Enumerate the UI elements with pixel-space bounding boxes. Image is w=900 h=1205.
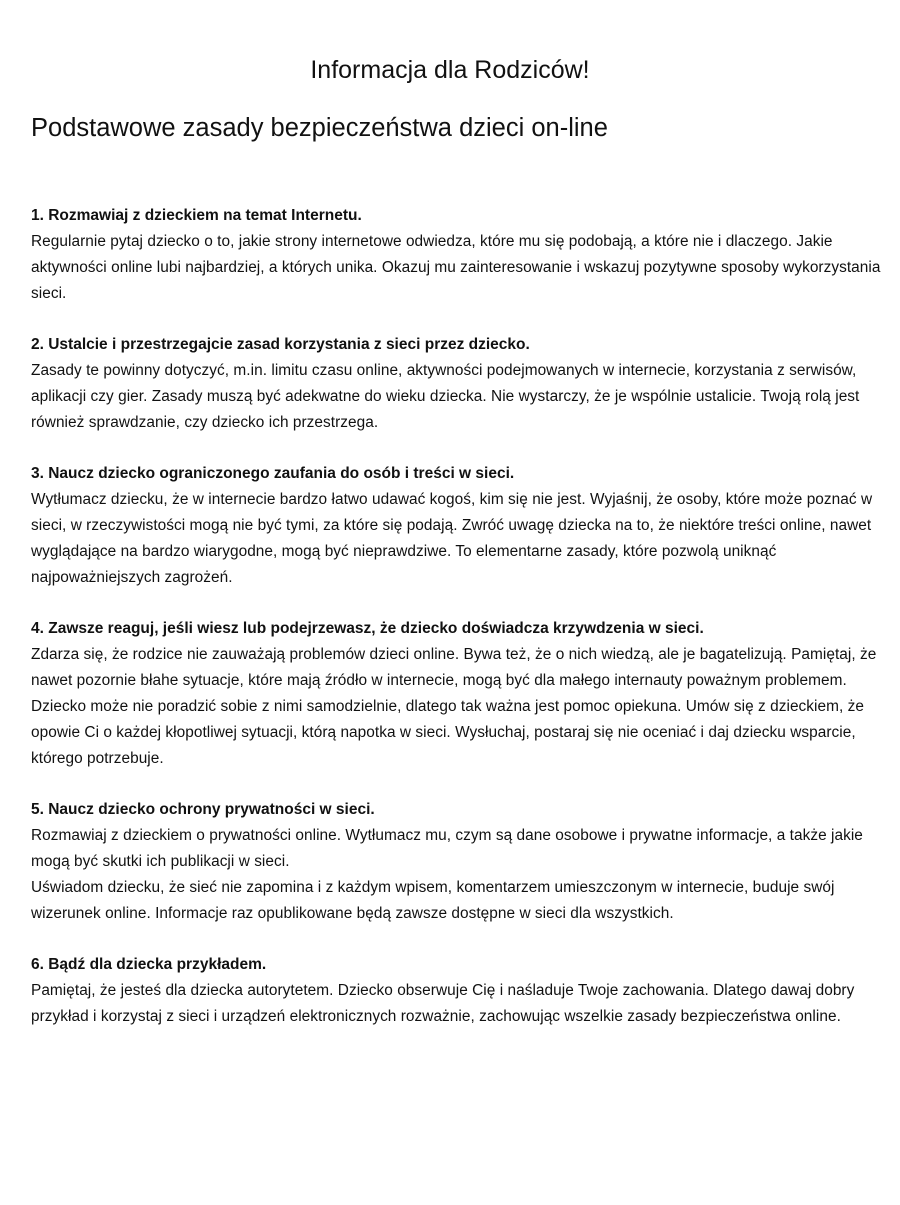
document-title: Informacja dla Rodziców!	[310, 56, 590, 84]
section-paragraph: Pamiętaj, że jesteś dla dziecka autorytetem. Dziecko obserwuje Cię i naśladuje Twoje zachowania. Dlatego dawaj dobry przykład i korzystaj z sieci i urządzeń elektronicznych rozważnie, zachowując wszelkie zasady bezpieczeństwa online.	[31, 982, 855, 1025]
section-heading: 4. Zawsze reaguj, jeśli wiesz lub podejrzewasz, że dziecko doświadcza krzywdzenia w sieci.	[31, 620, 704, 637]
section-heading: 3. Naucz dziecko ograniczonego zaufania do osób i treści w sieci.	[31, 465, 515, 482]
section-heading: 1. Rozmawiaj z dzieckiem na temat Internetu.	[31, 207, 362, 224]
section-paragraph: Zdarza się, że rodzice nie zauważają problemów dzieci online. Bywa też, że o nich wiedzą, ale je bagatelizują. Pamiętaj, że nawet pozornie błahe sytuacje, które mają źródło w internecie, mogą być dla małego internauty poważnym problemem. Dziecko może nie poradzić sobie z nimi samodzielnie, dlatego tak ważna jest pomoc opiekuna. Umów się z dzieckiem, że opowie Ci o każdej kłopotliwej sytuacji, którą napotka w sieci. Wysłuchaj, postaraj się nie oceniać i daj dziecku wsparcie, którego potrzebuje.	[31, 646, 877, 767]
section-2	[31, 334, 881, 436]
section-3	[31, 463, 881, 591]
section-6	[31, 954, 881, 1030]
section-heading: 6. Bądź dla dziecka przykładem.	[31, 956, 267, 973]
section-paragraph: Wytłumacz dziecku, że w internecie bardzo łatwo udawać kogoś, kim się nie jest. Wyjaśnij, że osoby, które może poznać w sieci, w rzeczywistości mogą nie być tymi, za które się podają. Zwróć uwagę dziecka na to, że niektóre treści online, nawet wyglądające na bardzo wiarygodne, mogą być nieprawdziwe. To elementarne zasady, które pozwolą uniknąć najpoważniejszych zagrożeń.	[31, 491, 873, 586]
sections-list	[31, 205, 881, 1057]
section-paragraph: Uświadom dziecku, że sieć nie zapomina i z każdym wpisem, komentarzem umieszczonym w internecie, buduje swój wizerunek online. Informacje raz opublikowane będą zawsze dostępne w sieci dla wszystkich.	[31, 879, 835, 922]
section-1	[31, 205, 881, 307]
section-paragraph: Zasady te powinny dotyczyć, m.in. limitu czasu online, aktywności podejmowanych w internecie, korzystania z serwisów, aplikacji czy gier. Zasady muszą być adekwatne do wieku dziecka. Nie wystarczy, że je wspólnie ustalicie. Twoją rolą jest również sprawdzanie, czy dziecko ich przestrzega.	[31, 362, 860, 431]
section-4	[31, 618, 881, 772]
document-subtitle: Podstawowe zasady bezpieczeństwa dzieci on-line	[31, 114, 608, 142]
section-heading: 5. Naucz dziecko ochrony prywatności w sieci.	[31, 801, 375, 818]
section-paragraph: Regularnie pytaj dziecko o to, jakie strony internetowe odwiedza, które mu się podobają, a które nie i dlaczego. Jakie aktywności online lubi najbardziej, a których unika. Okazuj mu zainteresowanie i wskazuj pozytywne sposoby wykorzystania sieci.	[31, 233, 881, 302]
section-5	[31, 799, 881, 927]
section-heading: 2. Ustalcie i przestrzegajcie zasad korzystania z sieci przez dziecko.	[31, 336, 530, 353]
section-paragraph: Rozmawiaj z dzieckiem o prywatności online. Wytłumacz mu, czym są dane osobowe i prywatne informacje, a także jakie mogą być skutki ich publikacji w sieci.	[31, 827, 863, 870]
